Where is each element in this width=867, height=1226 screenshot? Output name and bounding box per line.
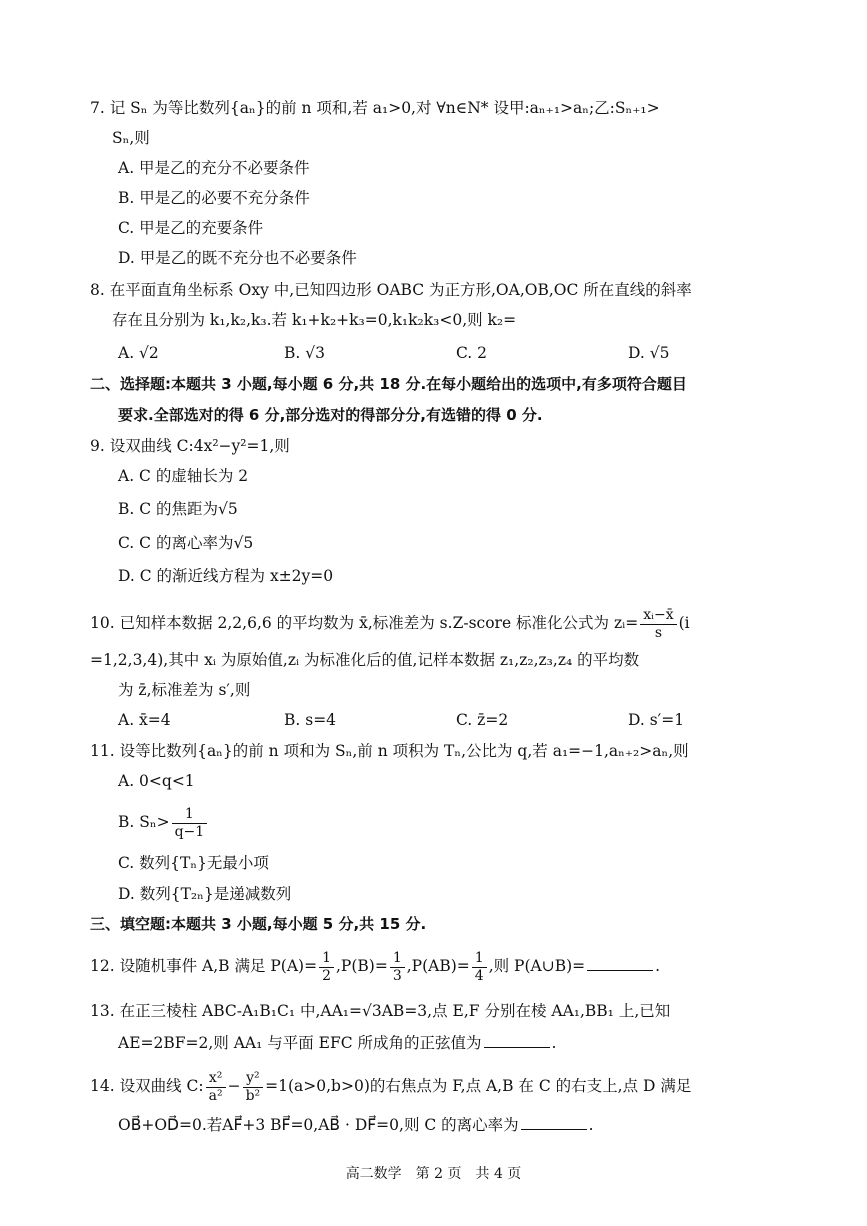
x-numerator: x² <box>206 1070 226 1088</box>
question-13-line-1: 13. 在正三棱柱 ABC-A₁B₁C₁ 中,AA₁=√3AB=3,点 E,F 分别在棱 AA₁,BB₁ 上,已知 <box>90 1002 671 1020</box>
answer-blank <box>484 1033 550 1048</box>
question-11-option-b-text: B. Sₙ> <box>118 813 170 831</box>
question-7-line-1: 7. 记 Sₙ 为等比数列{aₙ}的前 n 项和,若 a₁>0,对 ∀n∈N* 设甲:aₙ₊₁>aₙ;乙:Sₙ₊₁> <box>90 99 660 117</box>
x-fraction <box>206 1070 226 1105</box>
question-9-option-c: C. C 的离心率为√5 <box>118 534 254 552</box>
option-b-numerator: 1 <box>172 806 208 824</box>
question-7-option-a: A. 甲是乙的充分不必要条件 <box>118 159 310 177</box>
question-10-option-a: A. x̄=4 <box>118 711 171 729</box>
question-12-text-a: 12. 设随机事件 A,B 满足 P(A)= <box>90 957 318 975</box>
question-9-option-b: B. C 的焦距为√5 <box>118 500 238 518</box>
question-9-option-a: A. C 的虚轴长为 2 <box>118 467 249 485</box>
question-11-option-b <box>118 802 209 842</box>
question-10-line-2: =1,2,3,4),其中 xᵢ 为原始值,zᵢ 为标准化后的值,记样本数据 z₁,z₂,z₃,z₄ 的平均数 <box>90 651 640 669</box>
page-footer: 高二数学 第 2 页 共 4 页 <box>345 1166 522 1182</box>
question-14-text-a: 14. 设双曲线 C: <box>90 1077 204 1095</box>
question-14-text-b: =1(a>0,b>0)的右焦点为 F,点 A,B 在 C 的右支上,点 D 满足 <box>265 1077 692 1095</box>
x-denominator: a² <box>208 1087 223 1104</box>
question-7-line-2: Sₙ,则 <box>112 129 150 147</box>
answer-blank <box>521 1115 587 1130</box>
question-8-line-1: 8. 在平面直角坐标系 Oxy 中,已知四边形 OABC 为正方形,OA,OB,OC 所在直线的斜率 <box>90 281 692 299</box>
question-10-line-1-tail: (i <box>678 614 690 632</box>
section-2-heading: 二、选择题:本题共 3 小题,每小题 6 分,共 18 分.在每小题给出的选项中,有多项符合题目 <box>90 375 687 393</box>
question-8-option-a: A. √2 <box>118 344 159 362</box>
option-b-fraction <box>172 806 208 841</box>
option-b-denominator: q−1 <box>174 823 205 840</box>
pb-numerator: 1 <box>390 950 405 968</box>
question-12-text-c: ,P(AB)= <box>406 957 470 975</box>
section-2-instructions: 要求.全部选对的得 6 分,部分选对的得部分分,有选错的得 0 分. <box>118 406 543 424</box>
question-10-option-b: B. s=4 <box>284 711 337 729</box>
question-13-line-2-text: AE=2BF=2,则 AA₁ 与平面 EFC 所成角的正弦值为 <box>118 1034 482 1052</box>
pab-numerator: 1 <box>472 950 487 968</box>
question-12 <box>90 946 660 986</box>
question-14-end: . <box>588 1116 594 1134</box>
question-7-option-c: C. 甲是乙的充要条件 <box>118 219 264 237</box>
question-11-option-d: D. 数列{T₂ₙ}是递减数列 <box>118 885 292 903</box>
question-13-line-2 <box>118 1032 556 1054</box>
y-numerator: y² <box>243 1070 264 1088</box>
pab-fraction <box>472 950 487 985</box>
question-10-option-d: D. s′=1 <box>628 711 685 729</box>
y-denominator: b² <box>245 1087 261 1104</box>
question-9-option-d: D. C 的渐近线方程为 x±2y=0 <box>118 567 334 585</box>
pa-denominator: 2 <box>322 967 331 984</box>
question-8-option-b: B. √3 <box>284 344 325 362</box>
question-11-option-a: A. 0<q<1 <box>118 772 195 790</box>
question-10-line-1-text: 10. 已知样本数据 2,2,6,6 的平均数为 x̄,标准差为 s.Z-score 标准化公式为 zᵢ= <box>90 614 639 632</box>
pa-numerator: 1 <box>319 950 334 968</box>
pb-denominator: 3 <box>392 967 402 984</box>
question-14-line-1 <box>90 1066 691 1106</box>
question-8-options <box>118 342 818 364</box>
question-7-option-d: D. 甲是乙的既不充分也不必要条件 <box>118 249 357 267</box>
question-11-stem: 11. 设等比数列{aₙ}的前 n 项和为 Sₙ,前 n 项积为 Tₙ,公比为 q,若 a₁=−1,aₙ₊₂>aₙ,则 <box>90 742 689 760</box>
y-fraction <box>243 1070 264 1105</box>
section-3-heading: 三、填空题:本题共 3 小题,每小题 5 分,共 15 分. <box>90 915 427 933</box>
question-10-line-3: 为 z̄,标准差为 s′,则 <box>118 681 251 699</box>
zscore-numerator: xᵢ−x̄ <box>640 607 676 625</box>
question-8-option-d: D. √5 <box>628 344 670 362</box>
question-10-option-c: C. z̄=2 <box>456 711 509 729</box>
question-11-option-c: C. 数列{Tₙ}无最小项 <box>118 854 269 872</box>
question-10-line-1 <box>90 603 690 643</box>
question-7-option-b: B. 甲是乙的必要不充分条件 <box>118 189 310 207</box>
question-10-options <box>118 709 818 731</box>
question-14-line-2-text: OB⃗+OD⃗=0.若AF⃗+3 BF⃗=0,AB⃗ · DF⃗=0,则 C 的离心率为 <box>118 1116 519 1134</box>
answer-blank <box>587 956 653 971</box>
question-14-line-2 <box>118 1114 594 1136</box>
minus-sign: − <box>227 1077 241 1095</box>
question-8-line-2: 存在且分别为 k₁,k₂,k₃.若 k₁+k₂+k₃=0,k₁k₂k₃<0,则 k₂= <box>112 311 517 329</box>
zscore-denominator: s <box>654 624 663 641</box>
question-12-text-d: ,则 P(A∪B)= <box>488 957 586 975</box>
question-9-stem: 9. 设双曲线 C:4x²−y²=1,则 <box>90 437 290 455</box>
pa-fraction <box>319 950 334 985</box>
question-8-option-c: C. 2 <box>456 344 488 362</box>
pab-denominator: 4 <box>474 967 484 984</box>
question-13-end: . <box>551 1034 557 1052</box>
zscore-fraction <box>640 607 676 642</box>
pb-fraction <box>390 950 405 985</box>
question-12-end: . <box>655 957 661 975</box>
question-12-text-b: ,P(B)= <box>336 957 388 975</box>
